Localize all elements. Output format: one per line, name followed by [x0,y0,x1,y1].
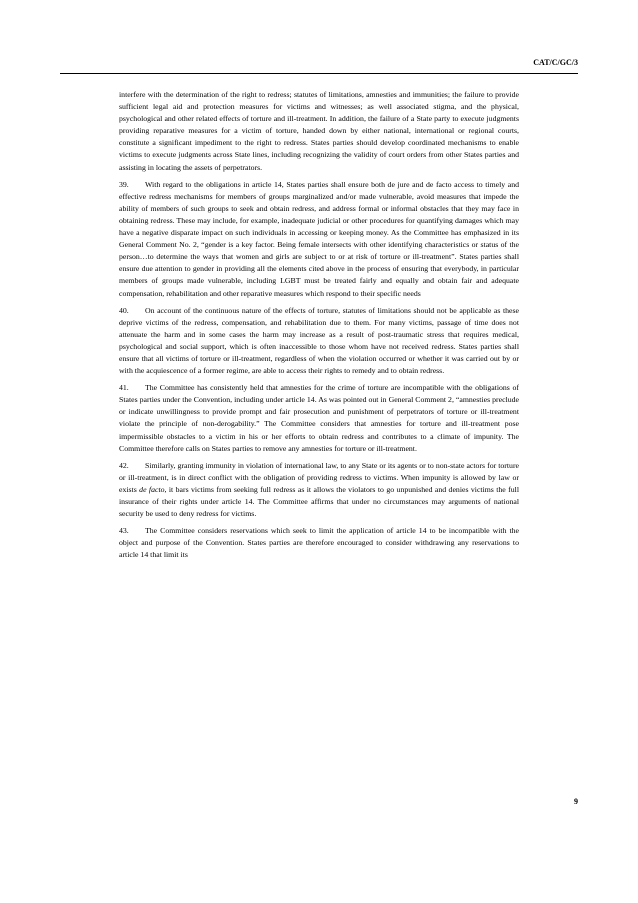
body-text [119,89,519,566]
paragraph-text: The Committee considers reservations which seek to limit the application of article 14 to be incompatible with the object and purpose of the Convention. States parties are therefore encouraged to consider withdrawing any reservations to article 14 that limit its [119,526,519,560]
paragraph-43 [119,525,519,561]
paragraph-text: The Committee has consistently held that amnesties for the crime of torture are incompatible with the obligations of States parties under the Convention, including under article 14. As was pointed out in General Comment 2, “amnesties preclude or indicate unwillingness to provide prompt and fair prosecution and punishment of perpetrators of torture or ill-treatment violate the principle of non-derogability.” The Committee considers that amnesties for torture and ill-treatment pose impermissible obstacles to a victim in his or her efforts to obtain redress and contributes to a climate of impunity. The Committee therefore calls on States parties to remove any amnesties for torture or ill-treatment. [119,383,519,453]
paragraph-text: Similarly, granting immunity in violation of international law, to any State or its agents or to non-state actors for torture or ill-treatment, is in direct conflict with the obligation of providing redress to victims. When impunity is allowed by law or exists [119,460,519,494]
paragraph-40 [119,305,519,378]
paragraph-number: 43. [119,526,129,536]
paragraph-number: 41. [119,383,129,393]
page-number: 9 [574,797,578,806]
paragraph-42 [119,460,519,520]
paragraph-text: With regard to the obligations in article 14, States parties shall ensure both de jure and de facto access to timely and effective redress mechanisms for members of groups marginalized and/or made vulnerable, avoid measures that impede the ability of members of such groups to seek and obtain redress, and address formal or informal obstacles that they may face in obtaining redress. These may include, for example, inadequate judicial or other procedures for quantifying damages which may have a negative disparate impact on such individuals in accessing or keeping money. As the Committee has emphasized in its General Comment No. 2, “gender is a key factor. Being female intersects with other identifying characteristics or status of the person…to determine the ways that women and girls are subject to or at risk of torture or ill-treatment”. States parties shall ensure due attention to gender in providing all the elements cited above in the process of ensuring that everybody, in particular members of groups made vulnerable, including LGBT must be treated fairly and equally and obtain fair and adequate compensation, rehabilitation and other reparative measures which respond to their specific needs [119,179,519,298]
paragraph-text: , it bars victims from seeking full redress as it allows the violators to go unpunished and denies victims the full insurance of their rights under article 14. The Committee affirms that under no circumstances may arguments of national security be used to deny redress for victims. [119,484,519,519]
paragraph-text: On account of the continuous nature of the effects of torture, statutes of limitations should not be applicable as these deprive victims of the redress, compensation, and rehabilitation due to them. For many victims, passage of time does not attenuate the harm and in some cases the harm may increase as a result of post-traumatic stress that requires medical, psychological and social support, which is often inaccessible to those whom have not received redress. States parties shall ensure that all victims of torture or ill-treatment, regardless of when the violation occurred or whether it was carried out by or with the acquiescence of a former regime, are able to access their rights to remedy and to obtain redress. [119,305,519,376]
paragraph-number: 40. [119,305,129,315]
paragraph-italic-term: de facto [139,484,165,494]
paragraph-number: 42. [119,460,129,470]
document-symbol: CAT/C/GC/3 [533,58,578,67]
header-rule [60,73,578,74]
paragraph-39 [119,179,519,300]
paragraph-number: 39. [119,179,129,189]
paragraph-41 [119,382,519,455]
paragraph-continuation: interfere with the determination of the right to redress; statutes of limitations, amnesties and immunities; the failure to provide sufficient legal aid and protection measures for victims and witnesses; as well associated stigma, and the physical, psychological and other related effects of torture and ill-treatment. In addition, the failure of a State party to execute judgments providing reparative measures for a victim of torture, handed down by either national, international or regional courts, constitute a significant impediment to the right to redress. States parties should develop coordinated mechanisms to enable victims to execute judgments across State lines, including recognizing the validity of court orders from other States parties and assisting in locating the assets of perpetrators. [119,90,519,172]
